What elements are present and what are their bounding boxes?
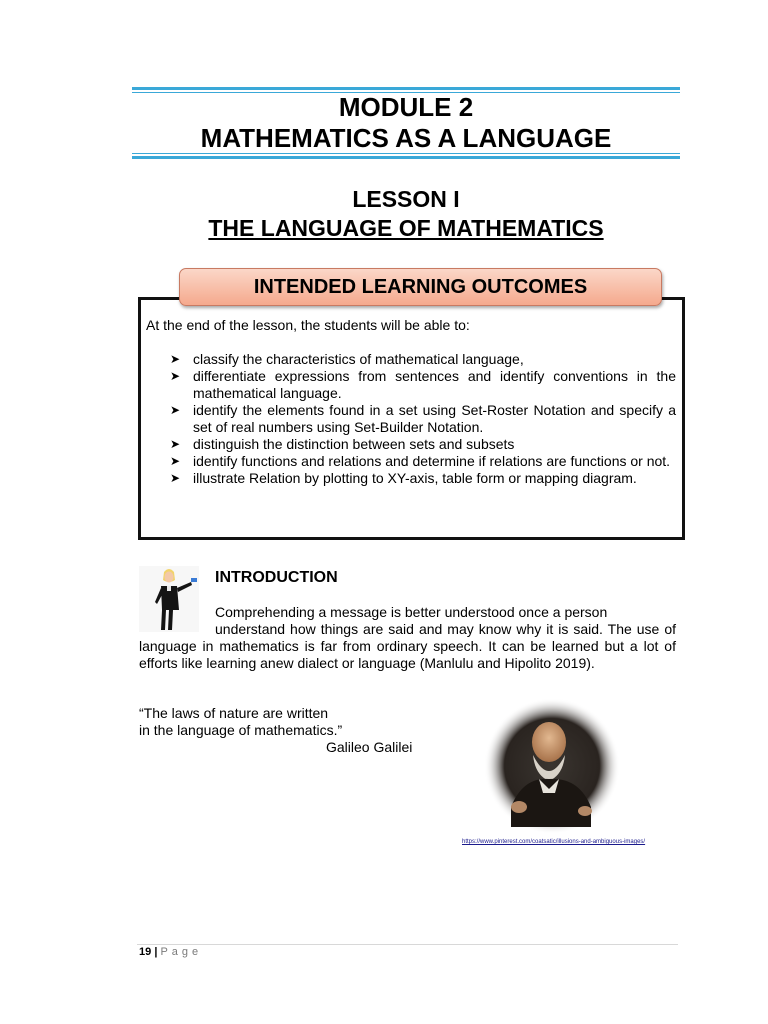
outcome-item	[170, 436, 676, 453]
outcome-text: differentiate expressions from sentences and identify conventions in the mathematical language.	[193, 368, 676, 401]
arrow-bullet-icon: ➤	[170, 352, 181, 366]
outcomes-list	[170, 351, 676, 487]
module-title	[132, 92, 680, 154]
outcome-text: identify the elements found in a set using Set-Roster Notation and specify a set of real numbers using Set-Builder Notation.	[193, 402, 676, 435]
arrow-bullet-icon: ➤	[170, 471, 181, 485]
quote	[139, 705, 342, 739]
lesson-number: LESSON I	[352, 186, 460, 212]
introduction-heading: INTRODUCTION	[215, 569, 338, 586]
quote-line: in the language of mathematics.”	[139, 722, 343, 738]
introduction-paragraph	[139, 604, 676, 672]
outcome-text: classify the characteristics of mathematical language,	[193, 351, 524, 367]
outcome-text: illustrate Relation by plotting to XY-axis, table form or mapping diagram.	[193, 470, 637, 486]
page-label: Page	[160, 946, 203, 958]
introduction-first-line: Comprehending a message is better understood once a person	[215, 604, 608, 620]
outcome-item	[170, 453, 676, 470]
footer-divider	[137, 944, 678, 945]
lesson-name: THE LANGUAGE OF MATHEMATICS	[208, 215, 604, 241]
outcome-item	[170, 368, 676, 402]
introduction-body: understand how things are said and may know why it is said. The use of language in mathematics is far from ordinary speech. It can be learned but a lot of efforts like learning anew dialect or language (Manlulu and Hipolito 2019).	[139, 621, 676, 671]
outcome-item	[170, 402, 676, 436]
page-number: 19	[139, 946, 152, 958]
arrow-bullet-icon: ➤	[170, 369, 181, 383]
bottom-rule-thin	[132, 153, 680, 154]
bottom-rule-thick	[132, 156, 680, 159]
page-footer	[139, 946, 202, 958]
galileo-portrait-image	[483, 697, 621, 835]
image-source-link[interactable]: https://www.pinterest.com/coatsatic/illusions-and-ambiguous-images/	[462, 839, 646, 845]
lesson-title	[132, 185, 680, 243]
quote-author: Galileo Galilei	[326, 739, 413, 755]
outcome-text: distinguish the distinction between sets and subsets	[193, 436, 515, 452]
outcomes-heading: INTENDED LEARNING OUTCOMES	[179, 268, 662, 306]
outcome-item	[170, 351, 676, 368]
outcomes-intro: At the end of the lesson, the students will be able to:	[146, 317, 470, 333]
module-name: MATHEMATICS AS A LANGUAGE	[200, 123, 612, 153]
outcome-text: identify functions and relations and determine if relations are functions or not.	[193, 453, 671, 469]
arrow-bullet-icon: ➤	[170, 403, 181, 417]
arrow-bullet-icon: ➤	[170, 454, 181, 468]
outcome-item	[170, 470, 676, 487]
top-rule-thick	[132, 87, 680, 90]
module-number: MODULE 2	[338, 92, 474, 122]
footer-separator: |	[154, 946, 158, 958]
quote-line: “The laws of nature are written	[139, 705, 329, 721]
arrow-bullet-icon: ➤	[170, 437, 181, 451]
